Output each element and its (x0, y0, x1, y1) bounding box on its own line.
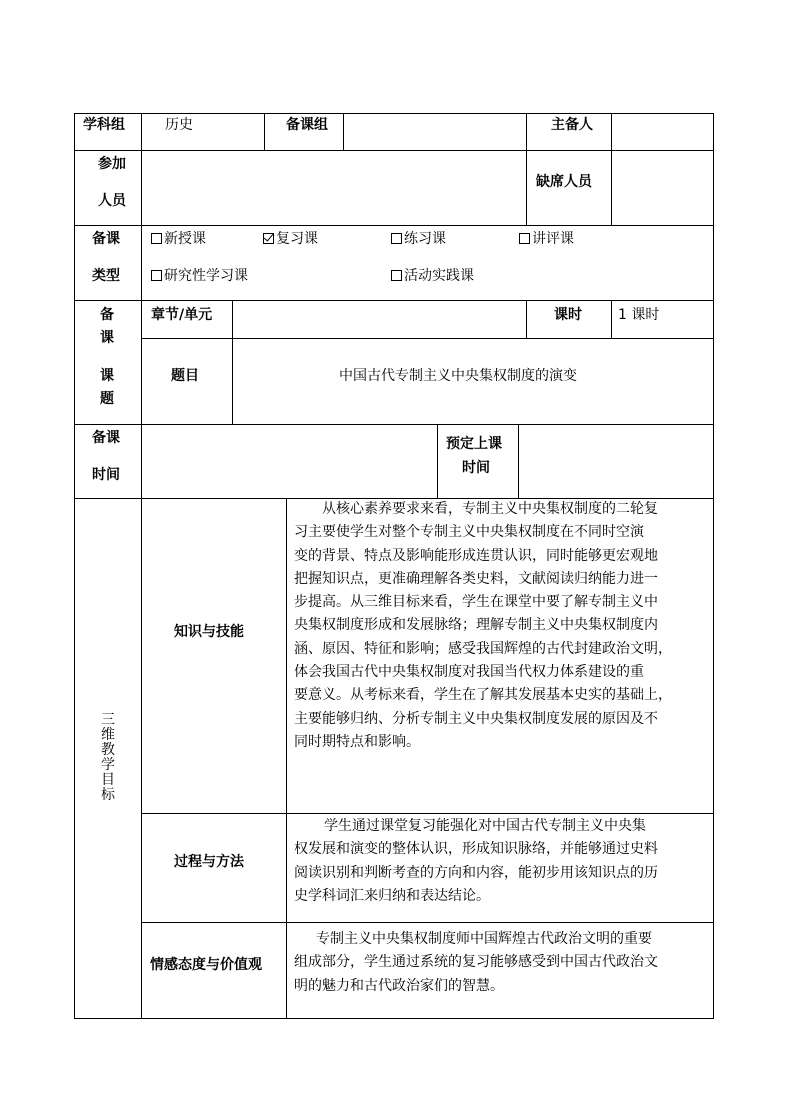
border-left (74, 113, 75, 1019)
row-divider (74, 150, 714, 151)
checkbox-icon (151, 270, 162, 281)
col-divider (232, 300, 233, 425)
checkbox-icon (391, 270, 402, 281)
checkbox-icon (151, 233, 162, 244)
col-divider (526, 300, 527, 339)
col-divider (611, 113, 612, 226)
row-divider (141, 338, 714, 339)
option-research-lesson[interactable]: 研究性学习课 (151, 268, 248, 284)
lesson-type-label: 备课 (92, 231, 120, 247)
border-right (713, 113, 714, 1019)
col-divider (141, 113, 142, 1019)
row-divider (141, 813, 714, 814)
col-divider (611, 300, 612, 339)
option-review-comment-lesson[interactable]: 讲评课 (519, 231, 574, 247)
participants-label: 参加 (98, 156, 126, 172)
row-divider (74, 424, 714, 425)
prep-time-label: 备课 (92, 430, 120, 446)
topic-label: 课 (100, 368, 114, 384)
col-divider (264, 113, 265, 151)
emotion-values-label: 情感态度与价值观 (150, 957, 262, 973)
subject-group-label: 学科组 (83, 117, 125, 133)
participants-label: 人员 (98, 193, 126, 209)
border-bottom (74, 1018, 714, 1019)
lead-preparer-label: 主备人 (551, 117, 593, 133)
three-dimensional-objectives-label: 三维教学目标 (101, 712, 115, 803)
chapter-label: 章节/单元 (151, 307, 213, 323)
row-divider (141, 922, 714, 923)
option-practice-lesson[interactable]: 练习课 (391, 231, 446, 247)
scheduled-time-label: 时间 (462, 460, 490, 476)
prep-time-label: 时间 (92, 467, 120, 483)
col-divider (343, 113, 344, 151)
checked-checkbox-icon (263, 233, 274, 244)
title-label: 题目 (171, 368, 199, 384)
period-label: 课时 (554, 307, 582, 323)
col-divider (518, 424, 519, 499)
col-divider (526, 113, 527, 226)
row-divider (74, 300, 714, 301)
prep-group-label: 备课组 (286, 117, 328, 133)
option-new-lesson[interactable]: 新授课 (151, 231, 206, 247)
process-method-label: 过程与方法 (174, 854, 244, 870)
process-method-text: 学生通过课堂复习能强化对中国古代专制主义中央集 权发展和演变的整体认识，形成知识脉络，并能够通过史料 阅读识别和判断考查的方向和内容，能初步用该知识点的历 史学科词汇来归纳和表达结论。 (294, 818, 658, 904)
col-divider (437, 424, 438, 499)
option-activity-lesson[interactable]: 活动实践课 (391, 268, 474, 284)
knowledge-skills-text: 从核心素养要求来看，专制主义中央集权制度的二轮复 习主要使学生对整个专制主义中央集权制度在不同时空演 变的背景、特点及影响能形成连贯认识，同时能够更宏观地 把握知识点，更准确理解各类史料，文献阅读归纳能力进一 步提高。从三维目标来看，学生在课堂中要了解专制主义中 央集权制度形成和发展脉络；理解专制主义中央集权制度内 涵、原因、特征和影响；感受我国辉煌的古代封建政治文明， 体会我国古代中央集权制度对我国当代权力体系建设的重 要意义。从考标来看，学生在了解其发展基本史实的基础上， 主要能够归纳、分析专制主义中央集权制度发展的原因及不 同时期特点和影响。 (294, 501, 672, 750)
knowledge-skills-label: 知识与技能 (174, 624, 244, 640)
subject-value: 历史 (165, 117, 193, 133)
title-value: 中国古代专制主义中央集权制度的演变 (339, 368, 577, 384)
checkbox-icon (391, 233, 402, 244)
scheduled-time-label: 预定上课 (446, 436, 502, 452)
border-top (74, 113, 714, 114)
topic-label: 备 (100, 307, 114, 323)
topic-label: 课 (100, 330, 114, 346)
lesson-type-label: 类型 (92, 268, 120, 284)
checkbox-icon (519, 233, 530, 244)
row-divider (74, 225, 714, 226)
period-value: 1 课时 (618, 307, 660, 323)
absent-label: 缺席人员 (536, 174, 592, 190)
col-divider (286, 498, 287, 1019)
option-review-lesson[interactable]: 复习课 (263, 231, 318, 247)
emotion-values-text: 专制主义中央集权制度师中国辉煌古代政治文明的重要 组成部分，学生通过系统的复习能够感受到中国古代政治文 明的魅力和古代政治家们的智慧。 (294, 931, 658, 994)
topic-label: 题 (100, 391, 114, 407)
